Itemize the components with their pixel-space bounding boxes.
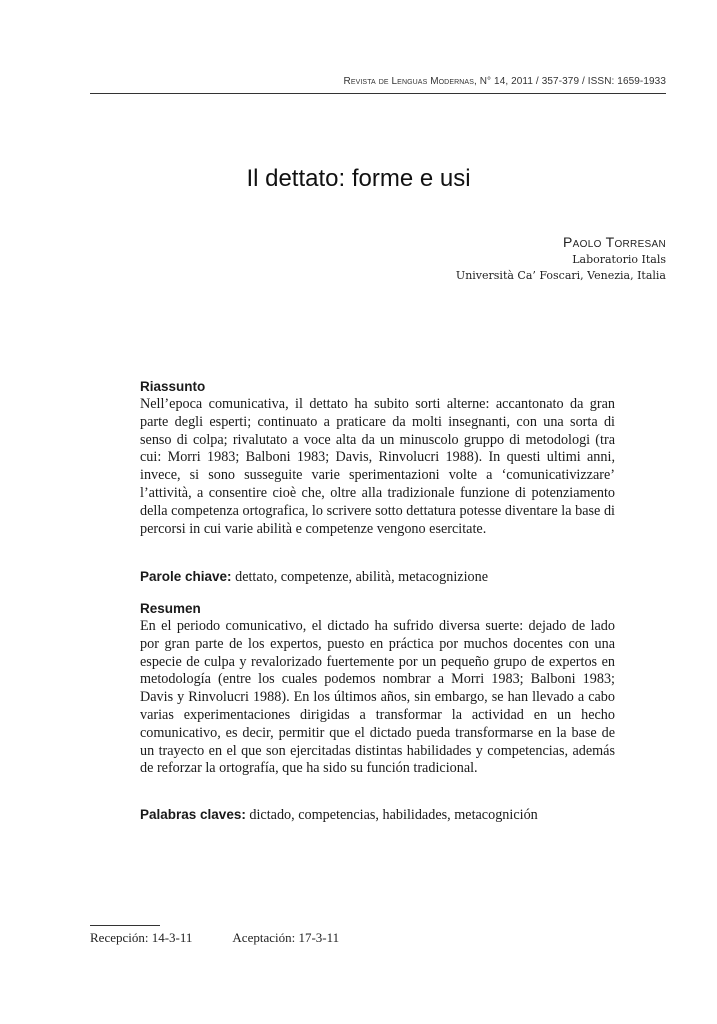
riassunto-body: Nell’epoca comunicativa, il dettato ha subito sorti alterne: accantonato da gran parte degli esperti; continuato a praticare da molti insegnanti, con una sorta di senso di colpa; rivalutato a voce alta da un minuscolo gruppo di metodologi (tra cui: Morri 1983; Balboni 1983; Davis, Rinvolucri 1988). In questi ultimi anni, invece, si sono susseguite varie sperimentazioni volte a ‘comunicativizzare’ l’attività, a consentire cioè che, oltre alla tradizionale funzione di potenziamento della competenza ortografica, lo scrivere sotto dettatura potesse diventare la base di percorsi in cui varie abilità e competenze vengono esercitate. bbox=[140, 396, 615, 537]
riassunto-heading: Riassunto bbox=[140, 379, 206, 394]
header-rule bbox=[90, 93, 666, 94]
footer-rule bbox=[90, 925, 160, 926]
riassunto-section bbox=[140, 378, 615, 538]
resumen-section bbox=[140, 600, 615, 778]
footer-dates bbox=[90, 930, 339, 946]
journal-name: Revista de Lenguas Modernas bbox=[343, 76, 474, 87]
journal-issue: N° 14, 2011 bbox=[479, 76, 534, 87]
header-separator: / bbox=[535, 76, 539, 87]
parole-chiave-value: dettato, competenze, abilità, metacognizione bbox=[235, 569, 488, 585]
header-separator: / bbox=[582, 76, 585, 87]
author-name: Paolo Torresan bbox=[563, 234, 666, 250]
recepcion-date: Recepción: 14-3-11 bbox=[90, 930, 193, 945]
palabras-claves-value: dictado, competencias, habilidades, metacognición bbox=[249, 807, 538, 823]
parole-chiave-label: Parole chiave: bbox=[140, 569, 232, 584]
journal-pages: 357-379 bbox=[541, 76, 580, 87]
author-affiliation-university: Università Ca’ Foscari, Venezia, Italia bbox=[455, 269, 666, 282]
aceptacion-date: Aceptación: 17-3-11 bbox=[232, 930, 340, 945]
palabras-claves-label: Palabras claves: bbox=[140, 807, 246, 822]
resumen-body: En el periodo comunicativo, el dictado ha sufrido diversa suerte: dejado de lado por gran parte de los expertos, puesto en práctica por muchos docentes con una especie de culpa y revalorizado fuertemente por un pequeño grupo de expertos en metodología (entre los cuales podemos nombrar a Morri 1983; Balboni 1983; Davis y Rinvolucri 1988). En los últimos años, sin embargo, se han llevado a cabo varias experimentaciones dirigidas a transformar la actividad en un hecho comunicativo, es decir, permitir que el dictado pueda transformarse en la base de un trayecto en el que son ejercitadas distintas habilidades y competencias, además de reforzar la ortografía, que ha sido su función tradicional. bbox=[140, 618, 615, 777]
author-affiliation-lab: Laboratorio Itals bbox=[572, 253, 666, 266]
article-title: Il dettato: forme e usi bbox=[246, 165, 471, 192]
journal-issn: ISSN: 1659-1933 bbox=[587, 76, 666, 87]
palabras-claves bbox=[140, 806, 620, 824]
author-block bbox=[456, 232, 666, 284]
running-header: Revista de Lenguas Modernas, N° 14, 2011 / 357-379 / ISSN: 1659-1933 bbox=[343, 76, 666, 87]
parole-chiave bbox=[140, 568, 620, 586]
resumen-heading: Resumen bbox=[140, 601, 201, 616]
